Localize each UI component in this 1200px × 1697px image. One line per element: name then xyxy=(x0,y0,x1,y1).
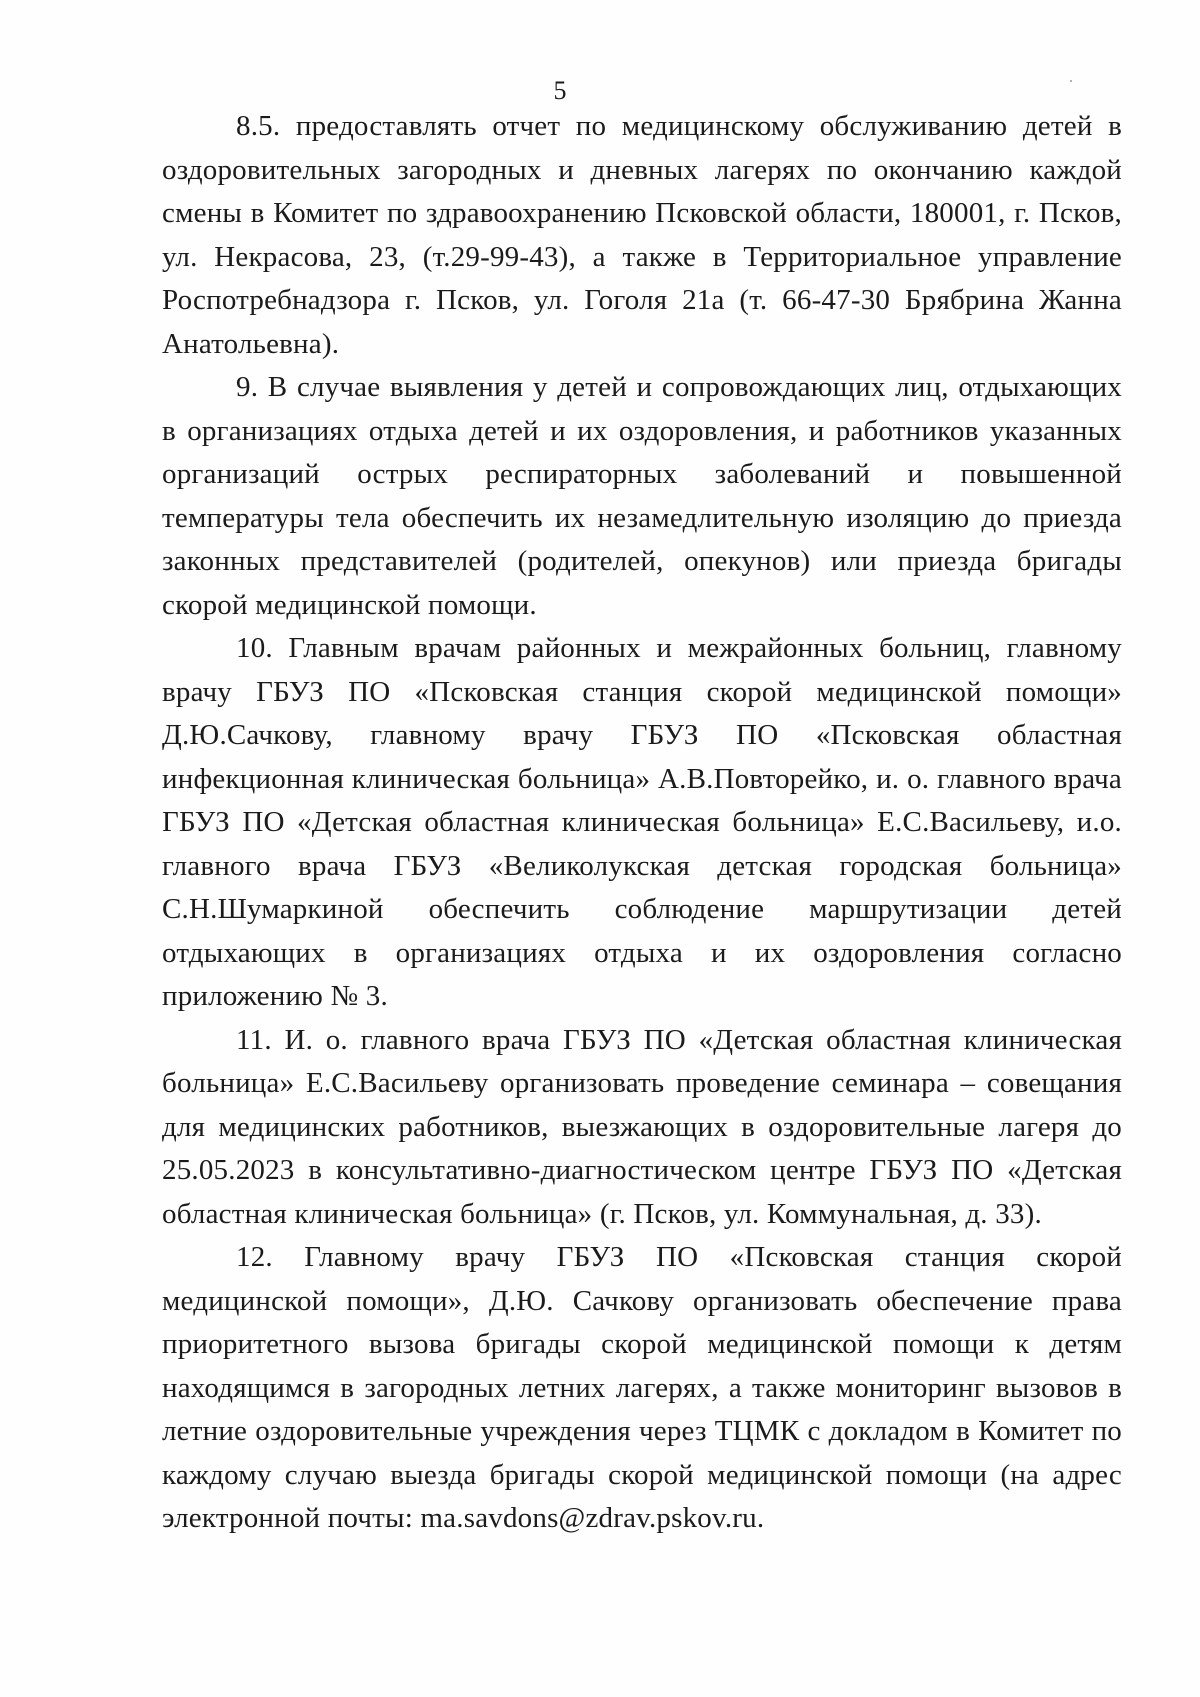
paragraph-9: 9. В случае выявления у детей и сопровождающих лиц, отдыхающих в организациях отдыха детей и их оздоровления, и работников указанных организаций острых респираторных заболеваний и повышенной температуры тела обеспечить их незамедлительную изоляцию до приезда законных представителей (родителей, опекунов) или приезда бригады скорой медицинской помощи. xyxy=(162,371,1122,621)
document-body xyxy=(162,105,1122,1541)
paragraph-11: 11. И. о. главного врача ГБУЗ ПО «Детская областная клиническая больница» Е.С.Васильеву организовать проведение семинара – совещания для медицинских работников, выезжающих в оздоровительные лагеря до 25.05.2023 в консультативно-диагностическом центре ГБУЗ ПО «Детская областная клиническая больница» (г. Псков, ул. Коммунальная, д. 33). xyxy=(162,1023,1122,1230)
page-number: 5 xyxy=(553,76,567,105)
paragraph-8-5: 8.5. предоставлять отчет по медицинскому обслуживанию детей в оздоровительных загородных и дневных лагерях по окончанию каждой смены в Комитет по здравоохранению Псковской области, 180001, г. Псков, ул. Некрасова, 23, (т.29-99-43), а также в Территориальное управление Роспотребнадзора г. Псков, ул. Гоголя 21а (т. 66-47-30 Брябрина Жанна Анатольевна). xyxy=(162,110,1122,360)
paragraph-12: 12. Главному врачу ГБУЗ ПО «Псковская станция скорой медицинской помощи», Д.Ю. Сачкову организовать обеспечение права приоритетного вызова бригады скорой медицинской помощи к детям находящимся в загородных летних лагерях, а также мониторинг вызовов в летние оздоровительные учреждения через ТЦМК с докладом в Комитет по каждому случаю выезда бригады скорой медицинской помощи (на адрес электронной почты: ma.savdons@zdrav.pskov.ru. xyxy=(162,1241,1122,1534)
paragraph-10: 10. Главным врачам районных и межрайонных больниц, главному врачу ГБУЗ ПО «Псковская станция скорой медицинской помощи» Д.Ю.Сачкову, главному врачу ГБУЗ ПО «Псковская областная инфекционная клиническая больница» А.В.Повторейко, и. о. главного врача ГБУЗ ПО «Детская областная клиническая больница» Е.С.Васильеву, и.о. главного врача ГБУЗ «Великолукская детская городская больница» С.Н.Шумаркиной обеспечить соблюдение маршрутизации детей отдыхающих в организациях отдыха и их оздоровления согласно приложению № 3. xyxy=(162,632,1122,1012)
